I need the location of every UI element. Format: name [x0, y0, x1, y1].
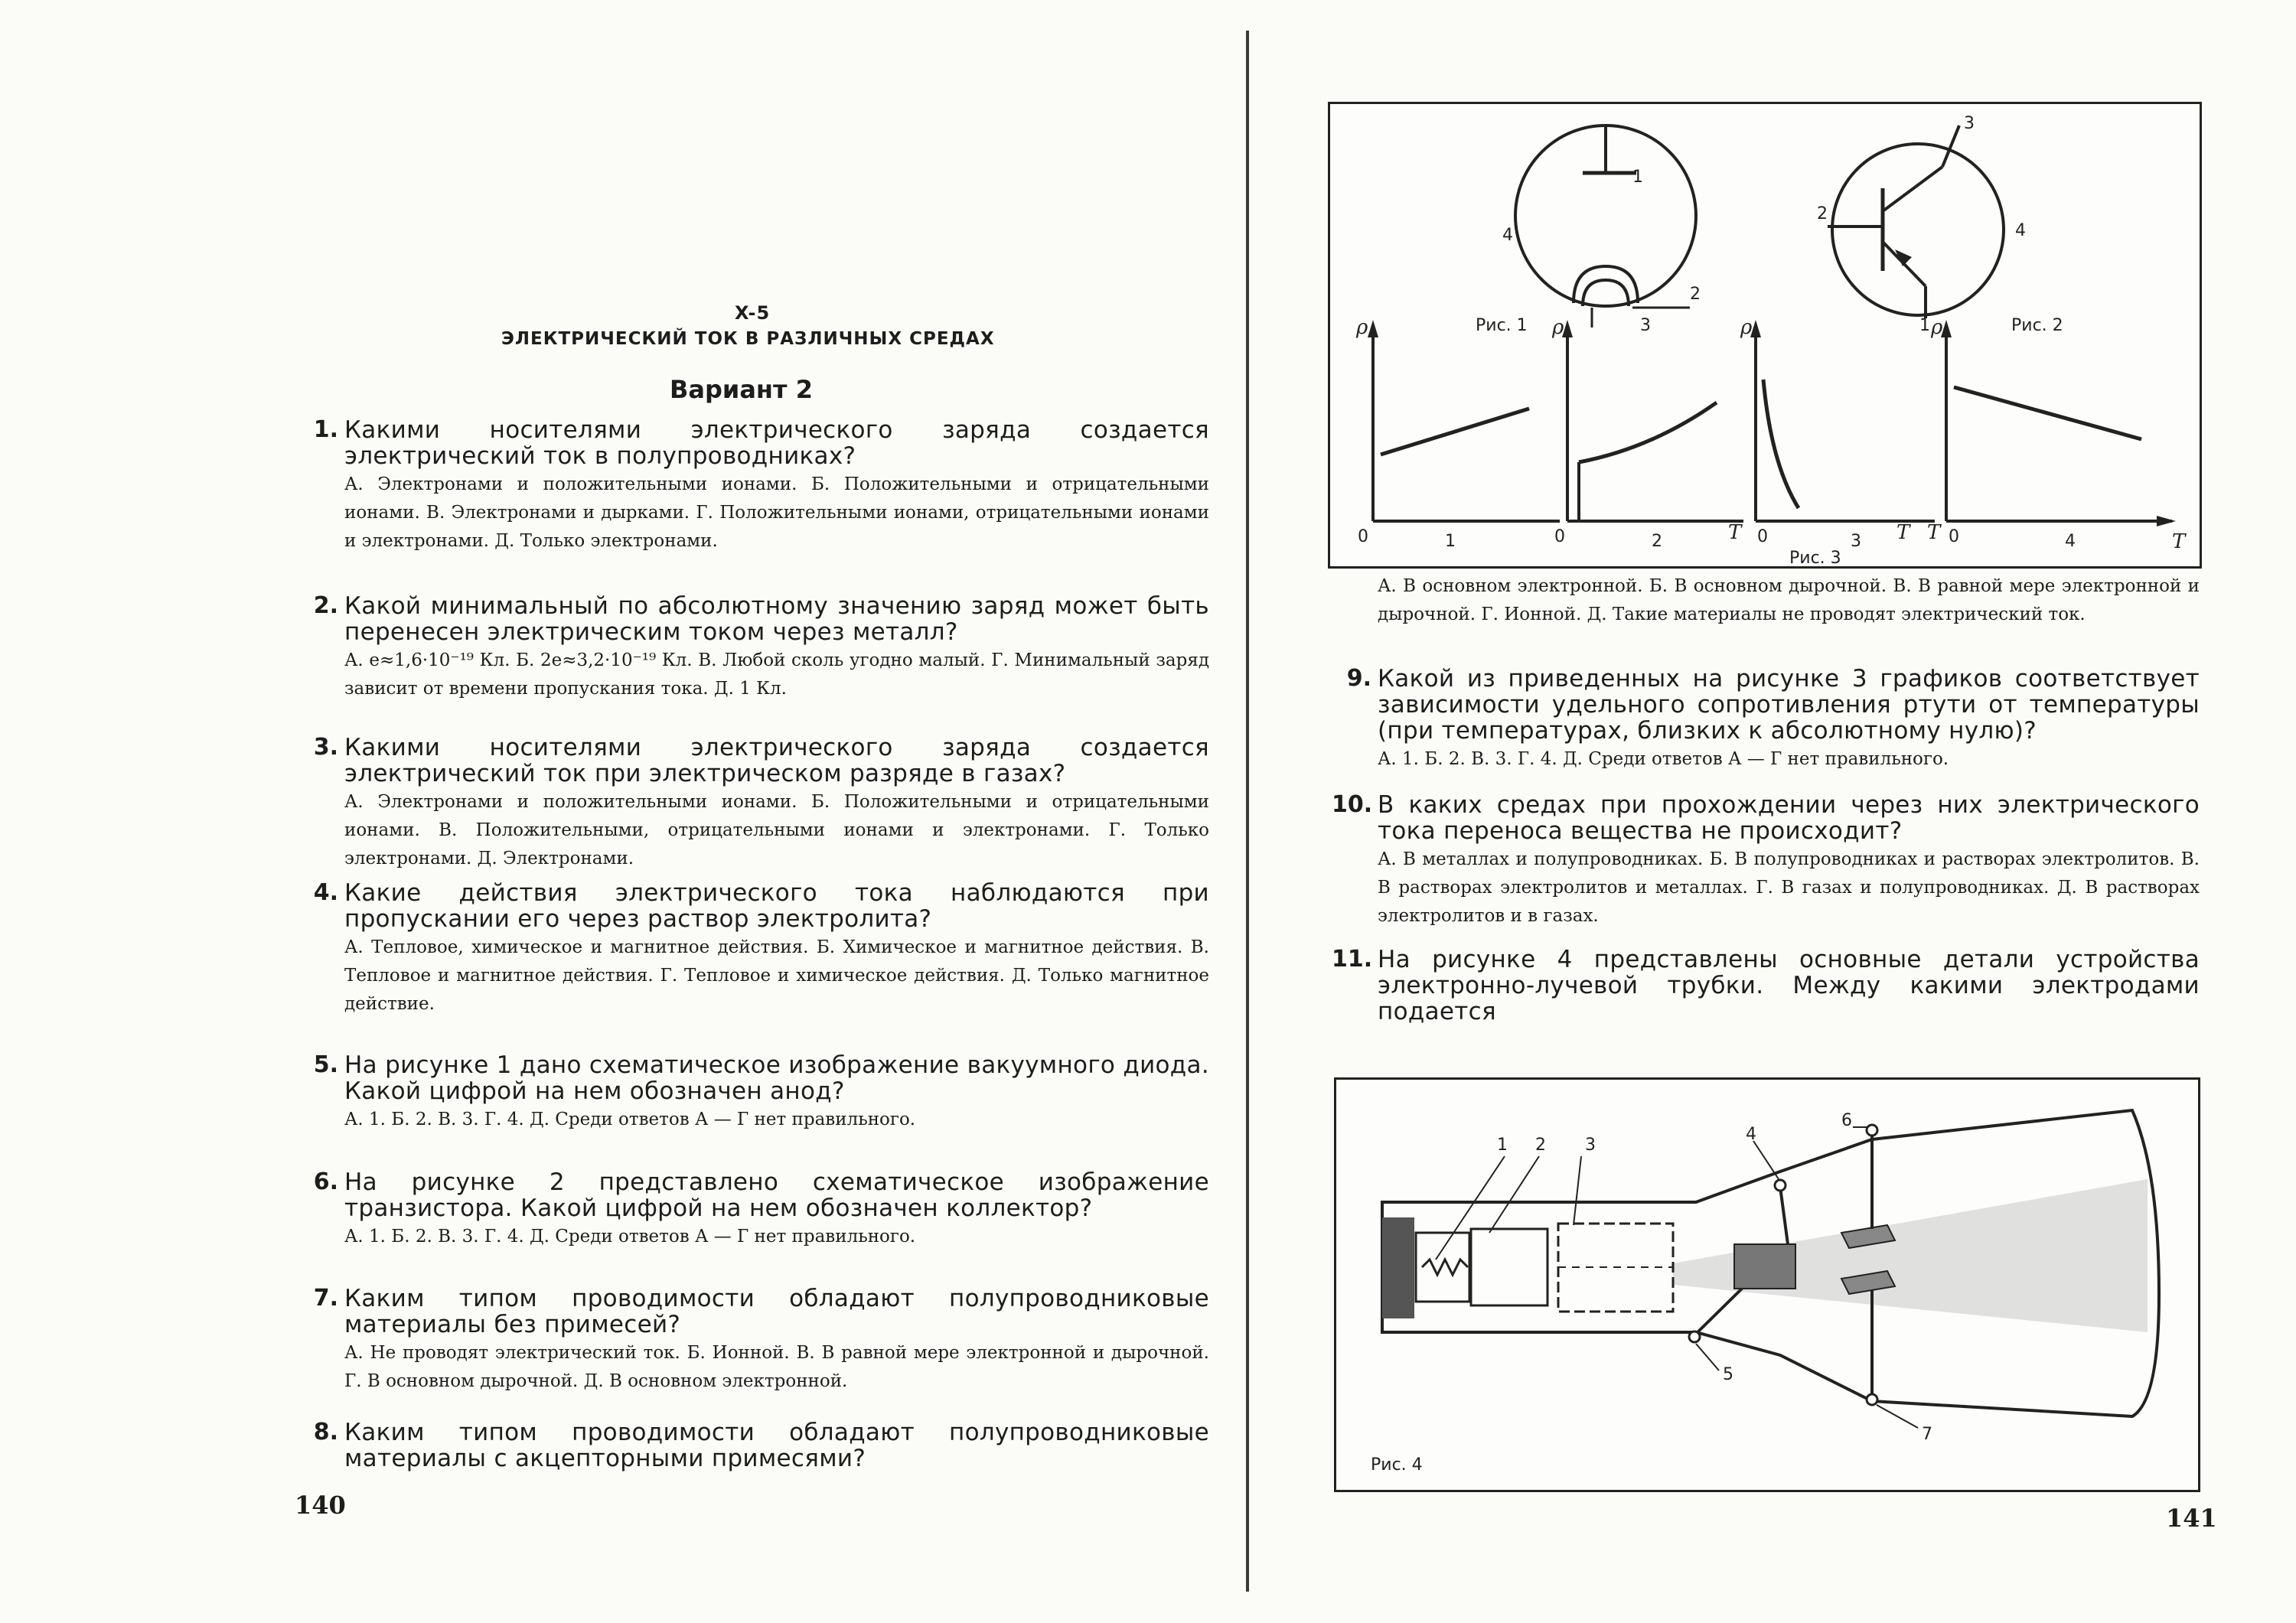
- question-text: На рисунке 4 представлены основные детали устройства электронно-лучевой трубки. Между какими электродами подается: [1378, 946, 2200, 1025]
- question-7: [313, 1285, 1209, 1396]
- question-4: [313, 879, 1209, 1018]
- figures-1-3: [1328, 102, 2202, 569]
- crt-mark-3: 3: [1585, 1136, 1596, 1155]
- question-6: [313, 1168, 1209, 1251]
- answer-options: А. Не проводят электрический ток. Б. Ионной. В. В равной мере электронной и дырочной. Г. В основном дырочной. Д. В основном электронной.: [344, 1343, 1209, 1391]
- transistor-collector-lead: [1942, 125, 1959, 167]
- terminal-7: [1867, 1394, 1877, 1405]
- leader-5: [1696, 1344, 1719, 1370]
- question-10: [1332, 791, 2200, 930]
- graph2-curve: [1579, 402, 1717, 462]
- axis-arrow: [1368, 320, 1378, 337]
- graph1-number: 1: [1445, 532, 1456, 551]
- transistor-mark-4: 4: [2015, 221, 2026, 240]
- fig4-label: Рис. 4: [1371, 1455, 1423, 1475]
- cathode-holder: [1416, 1233, 1469, 1302]
- graph2-origin: 0: [1554, 527, 1565, 546]
- crt-mark-7: 7: [1922, 1425, 1932, 1444]
- question-number: 3.: [313, 734, 338, 761]
- graph4-origin: 0: [1949, 527, 1959, 546]
- graph1-origin: 0: [1358, 527, 1368, 546]
- crt-mark-1: 1: [1497, 1136, 1508, 1155]
- answer-options: А. Электронами и положительными ионами. Б. Положительными и отрицательными ионами. В. Положительными, отрицательными ионами и электронами. Г. Только электронами. Д. Электронами.: [344, 792, 1209, 869]
- control-electrode: [1471, 1229, 1548, 1305]
- diode-mark-1: 1: [1632, 168, 1643, 187]
- graph1-rho-label: ρ: [1356, 316, 1368, 339]
- page-number-right: 141: [2166, 1504, 2217, 1533]
- graph3-curve: [1763, 380, 1799, 508]
- question-number: 8.: [313, 1419, 338, 1445]
- question-2: [313, 592, 1209, 703]
- question-text: Какими носителями электрического заряда создается электрический ток при электрическом разряде в газах?: [344, 734, 1209, 787]
- question-number: 9.: [1346, 665, 1371, 692]
- question-11: [1332, 946, 2200, 1025]
- graph2-t-label: T: [1896, 521, 1910, 544]
- crt-figure: [1371, 1110, 2159, 1475]
- answer-options: А. 1. Б. 2. В. 3. Г. 4. Д. Среди ответов А — Г нет правильного.: [344, 1227, 916, 1247]
- transistor-mark-1: 1: [1919, 316, 1930, 335]
- graph1-curve: [1381, 409, 1529, 455]
- transistor-mark-3: 3: [1964, 114, 1975, 133]
- book-gutter: [1246, 31, 1249, 1592]
- question-8: [313, 1419, 1209, 1472]
- page-number-left: 140: [295, 1491, 346, 1520]
- answer-options: А. e≈1,6·10⁻¹⁹ Кл. Б. 2e≈3,2·10⁻¹⁹ Кл. В. Любой сколь угодно малый. Г. Минимальный заряд зависит от времени пропускания тока. Д. 1 Кл.: [344, 650, 1209, 699]
- question-1: [313, 416, 1209, 556]
- question-number: 10.: [1332, 791, 1373, 818]
- right-page: [1255, 0, 2296, 1623]
- graph4-t-label: T: [2172, 530, 2186, 553]
- question-text: На рисунке 2 представлено схематическое изображение транзистора. Какой цифрой на нем обозначен коллектор?: [344, 1168, 1209, 1222]
- graph4-curve: [1954, 387, 2141, 439]
- question-text: На рисунке 1 дано схематическое изображение вакуумного диода. Какой цифрой на нем обозначен анод?: [344, 1051, 1209, 1105]
- graph3-t-label: T: [1927, 521, 1941, 544]
- transistor-envelope: [1832, 144, 2004, 315]
- question-number: 1.: [313, 416, 338, 443]
- question-text: Каким типом проводимости обладают полупроводниковые материалы без примесей?: [344, 1285, 1209, 1338]
- figure-4-crt: [1334, 1077, 2200, 1492]
- plate-lead-5: [1696, 1289, 1742, 1334]
- question-text: Какими носителями электрического заряда создается электрический ток в полупроводниках?: [344, 416, 1209, 470]
- question-number: 4.: [313, 879, 338, 906]
- graph3-rho-label: ρ: [1740, 316, 1753, 339]
- graph1-t-label: T: [1728, 521, 1742, 544]
- question-text: Какой из приведенных на рисунке 3 графиков соответствует зависимости удельного сопротивления ртути от температуры (при температурах, близких к абсолютному нулю)?: [1378, 665, 2200, 745]
- axis-arrow: [2157, 516, 2176, 526]
- terminal-4: [1775, 1180, 1786, 1191]
- diode-mark-3: 3: [1640, 316, 1651, 335]
- answer-options: А. 1. Б. 2. В. 3. Г. 4. Д. Среди ответов А — Г нет правильного.: [344, 1110, 916, 1129]
- transistor-mark-2: 2: [1817, 204, 1828, 223]
- leader-7: [1877, 1405, 1918, 1428]
- heater-filament: [1422, 1260, 1468, 1275]
- fig1-label: Рис. 1: [1476, 316, 1528, 335]
- question-number: 11.: [1332, 946, 1373, 973]
- diode-filament: [1583, 280, 1629, 306]
- graph3-origin: 0: [1757, 527, 1768, 546]
- question-9: [1346, 665, 2200, 774]
- fig3-label: Рис. 3: [1789, 549, 1841, 568]
- question-number: 2.: [313, 592, 338, 619]
- question-3: [313, 734, 1209, 873]
- transistor-figure: [1817, 114, 2063, 335]
- section-code: X-5: [735, 302, 771, 324]
- question-number: 5.: [313, 1051, 338, 1078]
- graph3-number: 3: [1851, 532, 1861, 551]
- question-number: 6.: [313, 1168, 338, 1195]
- question-text: В каких средах при прохождении через них электрического тока переноса вещества не происходит?: [1378, 791, 2200, 845]
- graph4-rho-label: ρ: [1931, 316, 1943, 339]
- diode-mark-4: 4: [1502, 226, 1513, 245]
- section-title: ЭЛЕКТРИЧЕСКИЙ ТОК В РАЗЛИЧНЫХ СРЕДАХ: [501, 329, 995, 349]
- leader-4: [1753, 1141, 1779, 1179]
- terminal-6: [1867, 1125, 1877, 1136]
- answer-options: А. 1. Б. 2. В. 3. Г. 4. Д. Среди ответов А — Г нет правильного.: [1378, 749, 1949, 769]
- answer-options: А. В основном электронной. Б. В основном дырочной. В. В равной мере электронной и дырочной. Г. Ионной. Д. Такие материалы не проводят электрический ток.: [1378, 576, 2200, 624]
- graph2-rho-label: ρ: [1552, 316, 1564, 339]
- transistor-collector: [1883, 167, 1942, 211]
- question-5: [313, 1051, 1209, 1134]
- variant-heading: Вариант 2: [670, 375, 813, 404]
- answer-options: А. Тепловое, химическое и магнитное действия. Б. Химическое и магнитное действия. В. Тепловое и магнитное действия. Г. Тепловое и химическое действия. Д. Только магнитное действие.: [344, 937, 1209, 1014]
- crt-mark-6: 6: [1841, 1111, 1852, 1130]
- crt-mark-5: 5: [1723, 1365, 1733, 1384]
- question-text: Каким типом проводимости обладают полупроводниковые материалы с акцепторными примесями?: [344, 1419, 1209, 1472]
- graph2-number: 2: [1652, 532, 1662, 551]
- answer-options: А. В металлах и полупроводниках. Б. В полупроводниках и растворах электролитов. В. В растворах электролитов и металлах. Г. В газах и полупроводниках. Д. В растворах электролитов и в газах.: [1378, 849, 2200, 926]
- crt-mark-2: 2: [1535, 1136, 1546, 1155]
- plate-lead-4: [1780, 1187, 1788, 1244]
- deflecting-plate-horizontal: [1734, 1244, 1795, 1289]
- fig2-label: Рис. 2: [2011, 316, 2063, 335]
- diode-mark-2: 2: [1690, 285, 1701, 304]
- terminal-5: [1689, 1331, 1700, 1342]
- answer-options: А. Электронами и положительными ионами. Б. Положительными и отрицательными ионами. В. Электронами и дырками. Г. Положительными ионами, отрицательными ионами и электронами. Д. Только электронами.: [344, 474, 1209, 551]
- question-text: Какой минимальный по абсолютному значению заряд может быть перенесен электрическим током через металл?: [344, 592, 1209, 646]
- crt-mark-4: 4: [1746, 1125, 1756, 1144]
- graph4-number: 4: [2065, 532, 2076, 551]
- question-8-answers: [1378, 571, 2200, 629]
- diode-figure: [1476, 125, 1701, 335]
- graphs-figure: [1355, 316, 2187, 568]
- question-text: Какие действия электрического тока наблюдаются при пропускании его через раствор электролита?: [344, 879, 1209, 933]
- crt-base: [1382, 1217, 1414, 1318]
- leader-3: [1574, 1156, 1581, 1225]
- question-number: 7.: [313, 1285, 338, 1312]
